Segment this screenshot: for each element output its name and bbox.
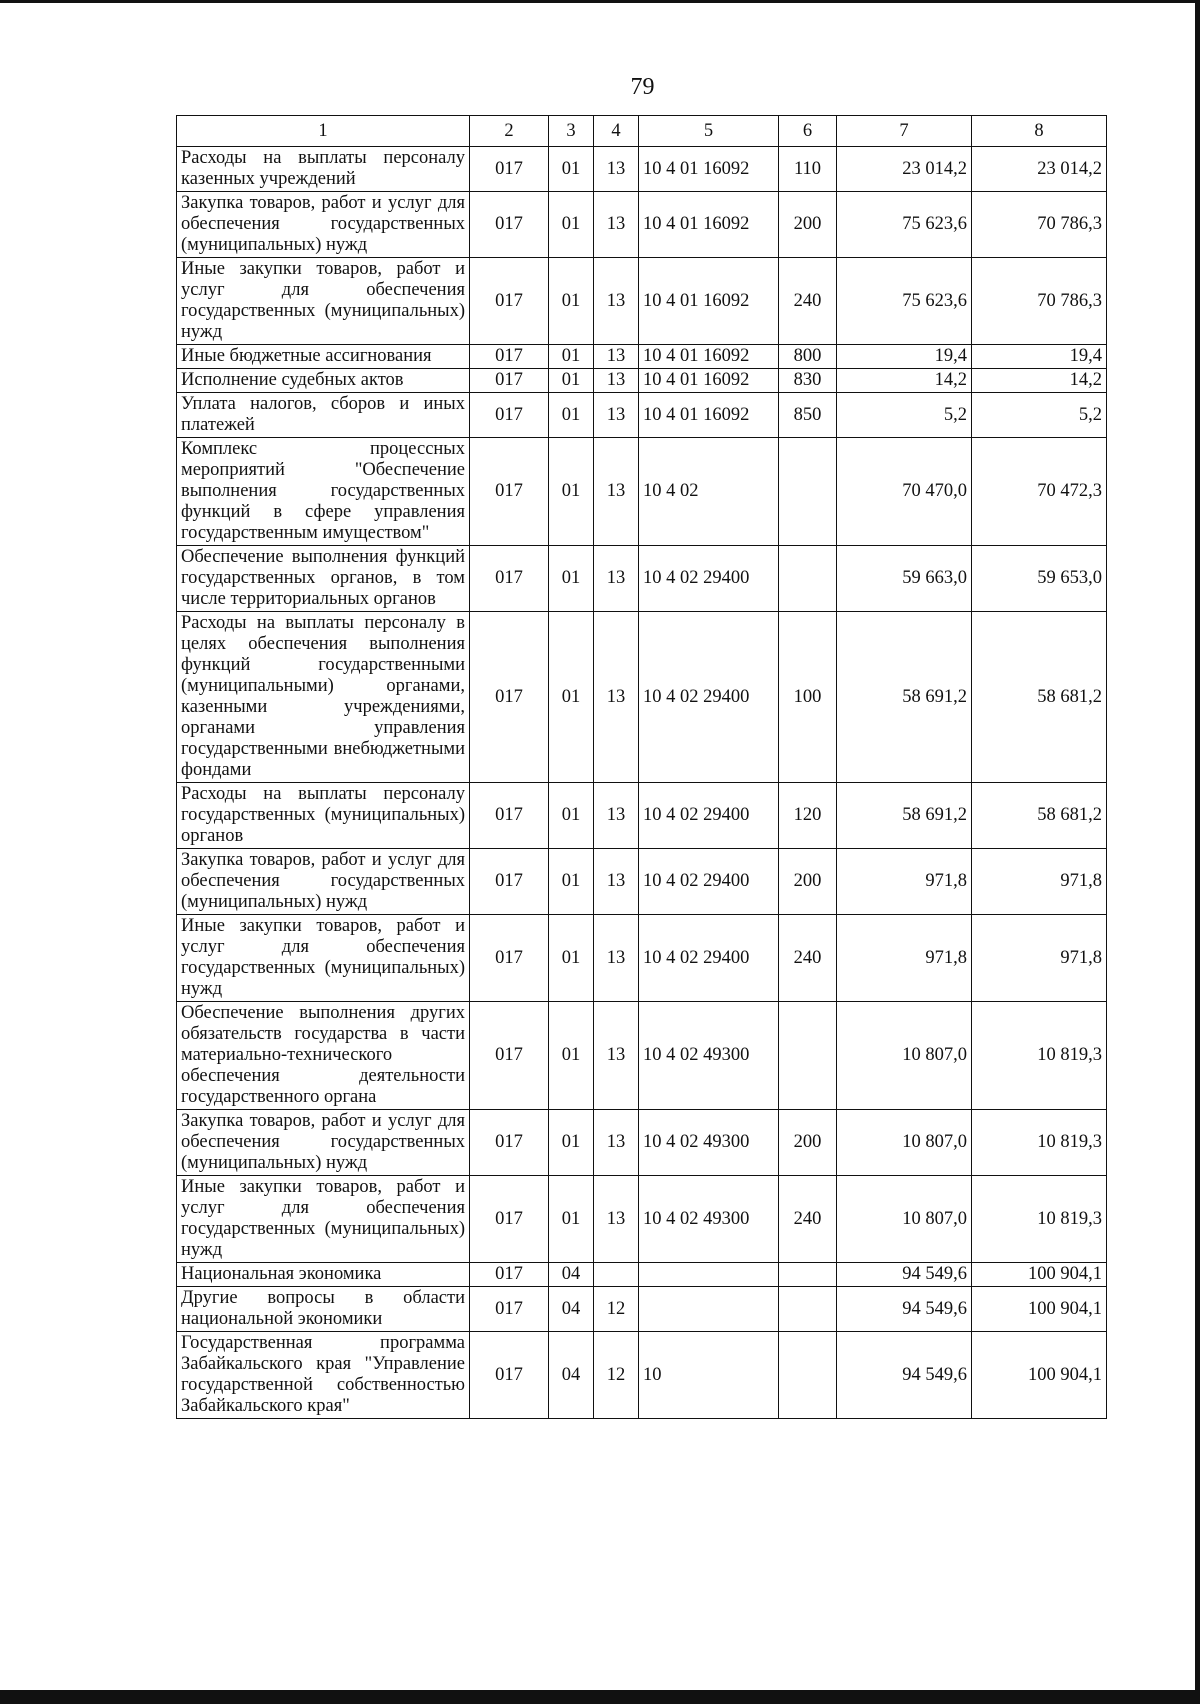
section-cell: 01	[549, 783, 594, 849]
row-name-cell: Обеспечение выполнения других обязательств государства в части материально-технического обеспечения деятельности государственного органа	[177, 1002, 470, 1110]
amount-actual-cell: 70 786,3	[972, 258, 1107, 345]
expense-type-cell	[779, 1287, 837, 1332]
target-article-cell: 10 4 02 29400	[639, 546, 779, 612]
ministry-code-cell: 017	[470, 546, 549, 612]
table-header-row	[177, 116, 1107, 147]
amount-plan-cell: 70 470,0	[837, 438, 972, 546]
row-name-cell: Другие вопросы в области национальной экономики	[177, 1287, 470, 1332]
target-article-cell: 10 4 01 16092	[639, 192, 779, 258]
target-article-cell: 10 4 01 16092	[639, 258, 779, 345]
row-name-cell: Исполнение судебных актов	[177, 369, 470, 393]
amount-actual-cell: 971,8	[972, 849, 1107, 915]
subsection-cell: 13	[594, 612, 639, 783]
subsection-cell: 13	[594, 147, 639, 192]
ministry-code-cell: 017	[470, 192, 549, 258]
section-cell: 01	[549, 1002, 594, 1110]
section-cell: 01	[549, 258, 594, 345]
amount-actual-cell: 10 819,3	[972, 1110, 1107, 1176]
amount-plan-cell: 94 549,6	[837, 1287, 972, 1332]
amount-actual-cell: 58 681,2	[972, 612, 1107, 783]
amount-actual-cell: 10 819,3	[972, 1176, 1107, 1263]
expense-type-cell: 240	[779, 1176, 837, 1263]
amount-plan-cell: 75 623,6	[837, 258, 972, 345]
row-name-cell: Расходы на выплаты персоналу казенных учреждений	[177, 147, 470, 192]
amount-actual-cell: 23 014,2	[972, 147, 1107, 192]
target-article-cell: 10 4 02 29400	[639, 612, 779, 783]
target-article-cell: 10 4 01 16092	[639, 369, 779, 393]
row-name-cell: Иные закупки товаров, работ и услуг для обеспечения государственных (муниципальных) нужд	[177, 915, 470, 1002]
subsection-cell: 13	[594, 1176, 639, 1263]
subsection-cell: 13	[594, 258, 639, 345]
expense-type-cell: 850	[779, 393, 837, 438]
subsection-cell: 13	[594, 438, 639, 546]
table-body	[177, 147, 1107, 1419]
target-article-cell: 10 4 02 49300	[639, 1002, 779, 1110]
table-row	[177, 1110, 1107, 1176]
ministry-code-cell: 017	[470, 345, 549, 369]
table-row	[177, 393, 1107, 438]
expense-type-cell	[779, 438, 837, 546]
amount-plan-cell: 59 663,0	[837, 546, 972, 612]
expense-type-cell	[779, 1263, 837, 1287]
column-header: 1	[177, 116, 470, 147]
ministry-code-cell: 017	[470, 1287, 549, 1332]
subsection-cell	[594, 1263, 639, 1287]
expense-type-cell: 800	[779, 345, 837, 369]
scan-border-right	[1195, 0, 1200, 1704]
amount-actual-cell: 5,2	[972, 393, 1107, 438]
ministry-code-cell: 017	[470, 438, 549, 546]
subsection-cell: 13	[594, 849, 639, 915]
target-article-cell: 10 4 01 16092	[639, 345, 779, 369]
section-cell: 04	[549, 1287, 594, 1332]
row-name-cell: Закупка товаров, работ и услуг для обеспечения государственных (муниципальных) нужд	[177, 1110, 470, 1176]
expense-type-cell	[779, 546, 837, 612]
expense-type-cell: 120	[779, 783, 837, 849]
section-cell: 01	[549, 192, 594, 258]
amount-actual-cell: 100 904,1	[972, 1263, 1107, 1287]
table-row	[177, 1263, 1107, 1287]
scan-border-top	[0, 0, 1200, 3]
row-name-cell: Государственная программа Забайкальского края "Управление государственной собственностью Забайкальского края"	[177, 1332, 470, 1419]
amount-actual-cell: 70 786,3	[972, 192, 1107, 258]
target-article-cell	[639, 1287, 779, 1332]
section-cell: 01	[549, 369, 594, 393]
table-row	[177, 345, 1107, 369]
ministry-code-cell: 017	[470, 612, 549, 783]
target-article-cell: 10 4 02 29400	[639, 783, 779, 849]
subsection-cell: 12	[594, 1332, 639, 1419]
amount-actual-cell: 70 472,3	[972, 438, 1107, 546]
ministry-code-cell: 017	[470, 1263, 549, 1287]
row-name-cell: Иные бюджетные ассигнования	[177, 345, 470, 369]
expense-type-cell: 830	[779, 369, 837, 393]
table-row	[177, 1176, 1107, 1263]
amount-actual-cell: 14,2	[972, 369, 1107, 393]
subsection-cell: 13	[594, 1002, 639, 1110]
ministry-code-cell: 017	[470, 849, 549, 915]
budget-table	[176, 115, 1107, 1419]
amount-actual-cell: 100 904,1	[972, 1332, 1107, 1419]
table-row	[177, 1287, 1107, 1332]
target-article-cell: 10 4 01 16092	[639, 147, 779, 192]
column-header: 4	[594, 116, 639, 147]
column-header: 5	[639, 116, 779, 147]
ministry-code-cell: 017	[470, 369, 549, 393]
amount-actual-cell: 19,4	[972, 345, 1107, 369]
section-cell: 01	[549, 438, 594, 546]
amount-plan-cell: 94 549,6	[837, 1263, 972, 1287]
row-name-cell: Закупка товаров, работ и услуг для обеспечения государственных (муниципальных) нужд	[177, 192, 470, 258]
expense-type-cell	[779, 1332, 837, 1419]
amount-actual-cell: 100 904,1	[972, 1287, 1107, 1332]
ministry-code-cell: 017	[470, 258, 549, 345]
section-cell: 04	[549, 1263, 594, 1287]
table-row	[177, 438, 1107, 546]
amount-actual-cell: 59 653,0	[972, 546, 1107, 612]
subsection-cell: 13	[594, 345, 639, 369]
table-row	[177, 1332, 1107, 1419]
table-row	[177, 369, 1107, 393]
subsection-cell: 13	[594, 1110, 639, 1176]
amount-actual-cell: 971,8	[972, 915, 1107, 1002]
column-header: 6	[779, 116, 837, 147]
ministry-code-cell: 017	[470, 783, 549, 849]
subsection-cell: 13	[594, 546, 639, 612]
amount-plan-cell: 58 691,2	[837, 783, 972, 849]
section-cell: 01	[549, 915, 594, 1002]
column-header: 2	[470, 116, 549, 147]
target-article-cell	[639, 1263, 779, 1287]
ministry-code-cell: 017	[470, 147, 549, 192]
ministry-code-cell: 017	[470, 1002, 549, 1110]
amount-plan-cell: 10 807,0	[837, 1176, 972, 1263]
amount-plan-cell: 75 623,6	[837, 192, 972, 258]
row-name-cell: Иные закупки товаров, работ и услуг для обеспечения государственных (муниципальных) нужд	[177, 258, 470, 345]
section-cell: 01	[549, 612, 594, 783]
expense-type-cell: 200	[779, 849, 837, 915]
page-number: 79	[630, 74, 655, 100]
table-row	[177, 192, 1107, 258]
ministry-code-cell: 017	[470, 1176, 549, 1263]
amount-plan-cell: 23 014,2	[837, 147, 972, 192]
table-row	[177, 258, 1107, 345]
table-row	[177, 147, 1107, 192]
amount-plan-cell: 94 549,6	[837, 1332, 972, 1419]
scan-border-bottom	[0, 1690, 1200, 1704]
section-cell: 01	[549, 147, 594, 192]
ministry-code-cell: 017	[470, 915, 549, 1002]
target-article-cell: 10	[639, 1332, 779, 1419]
amount-plan-cell: 5,2	[837, 393, 972, 438]
subsection-cell: 12	[594, 1287, 639, 1332]
expense-type-cell: 240	[779, 258, 837, 345]
table-row	[177, 612, 1107, 783]
expense-type-cell: 240	[779, 915, 837, 1002]
table-row	[177, 915, 1107, 1002]
column-header: 3	[549, 116, 594, 147]
target-article-cell: 10 4 02	[639, 438, 779, 546]
row-name-cell: Иные закупки товаров, работ и услуг для обеспечения государственных (муниципальных) нужд	[177, 1176, 470, 1263]
row-name-cell: Расходы на выплаты персоналу в целях обеспечения выполнения функций государственными (муниципальными) органами, казенными учреждениями, органами управления государственными внебюджетными фондами	[177, 612, 470, 783]
target-article-cell: 10 4 02 29400	[639, 849, 779, 915]
section-cell: 01	[549, 849, 594, 915]
column-header: 7	[837, 116, 972, 147]
table-row	[177, 849, 1107, 915]
ministry-code-cell: 017	[470, 393, 549, 438]
row-name-cell: Комплекс процессных мероприятий "Обеспечение выполнения государственных функций в сфере управления государственным имуществом"	[177, 438, 470, 546]
table-row	[177, 1002, 1107, 1110]
section-cell: 01	[549, 1110, 594, 1176]
expense-type-cell: 200	[779, 1110, 837, 1176]
target-article-cell: 10 4 01 16092	[639, 393, 779, 438]
subsection-cell: 13	[594, 369, 639, 393]
expense-type-cell	[779, 1002, 837, 1110]
subsection-cell: 13	[594, 192, 639, 258]
section-cell: 01	[549, 393, 594, 438]
row-name-cell: Расходы на выплаты персоналу государственных (муниципальных) органов	[177, 783, 470, 849]
table-row	[177, 783, 1107, 849]
section-cell: 01	[549, 345, 594, 369]
row-name-cell: Закупка товаров, работ и услуг для обеспечения государственных (муниципальных) нужд	[177, 849, 470, 915]
expense-type-cell: 110	[779, 147, 837, 192]
ministry-code-cell: 017	[470, 1332, 549, 1419]
expense-type-cell: 100	[779, 612, 837, 783]
section-cell: 01	[549, 546, 594, 612]
amount-plan-cell: 10 807,0	[837, 1110, 972, 1176]
amount-plan-cell: 58 691,2	[837, 612, 972, 783]
subsection-cell: 13	[594, 393, 639, 438]
subsection-cell: 13	[594, 915, 639, 1002]
expense-type-cell: 200	[779, 192, 837, 258]
subsection-cell: 13	[594, 783, 639, 849]
target-article-cell: 10 4 02 29400	[639, 915, 779, 1002]
amount-plan-cell: 10 807,0	[837, 1002, 972, 1110]
amount-plan-cell: 14,2	[837, 369, 972, 393]
target-article-cell: 10 4 02 49300	[639, 1176, 779, 1263]
table-row	[177, 546, 1107, 612]
ministry-code-cell: 017	[470, 1110, 549, 1176]
section-cell: 04	[549, 1332, 594, 1419]
row-name-cell: Национальная экономика	[177, 1263, 470, 1287]
amount-actual-cell: 58 681,2	[972, 783, 1107, 849]
section-cell: 01	[549, 1176, 594, 1263]
amount-plan-cell: 971,8	[837, 849, 972, 915]
row-name-cell: Обеспечение выполнения функций государственных органов, в том числе территориальных органов	[177, 546, 470, 612]
row-name-cell: Уплата налогов, сборов и иных платежей	[177, 393, 470, 438]
column-header: 8	[972, 116, 1107, 147]
amount-plan-cell: 19,4	[837, 345, 972, 369]
target-article-cell: 10 4 02 49300	[639, 1110, 779, 1176]
amount-actual-cell: 10 819,3	[972, 1002, 1107, 1110]
amount-plan-cell: 971,8	[837, 915, 972, 1002]
